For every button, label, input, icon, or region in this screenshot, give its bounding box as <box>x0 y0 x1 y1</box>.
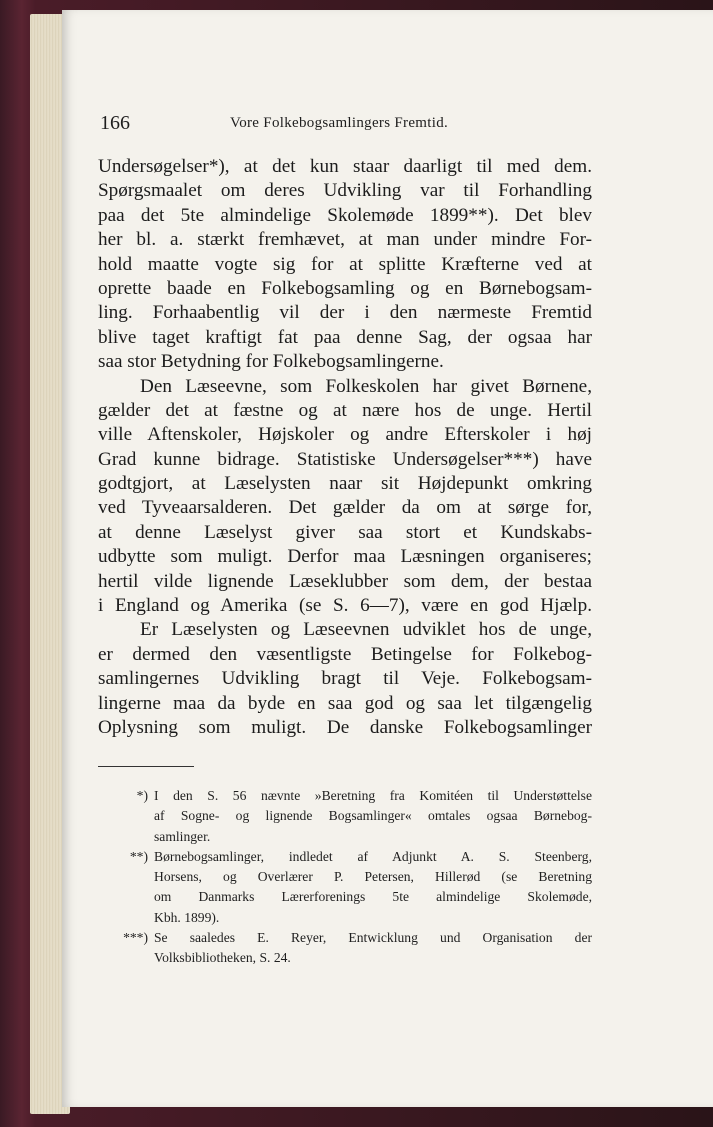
text-line: Den Læseevne, som Folkeskolen har givet Børnene, <box>140 375 592 397</box>
text-line: saa stor Betydning for Folkebogsamlingerne. <box>98 351 444 373</box>
footnote-3 <box>98 928 592 969</box>
text-line: oprette baade en Folkebogsamling og en Børnebogsam- <box>98 277 592 299</box>
text-line: godtgjort, at Læselysten naar sit Højdepunkt omkring <box>98 473 592 495</box>
text-line: Oplysning som muligt. De danske Folkebogsamlinger <box>98 716 592 738</box>
page-header <box>100 112 560 136</box>
text-line: at denne Læselyst giver saa stort et Kundskabs- <box>98 521 592 543</box>
footnote-line: Se saaledes E. Reyer, Entwicklung und Organisation der <box>154 930 592 946</box>
footnote-text <box>154 928 592 969</box>
footnotes <box>98 786 592 969</box>
text-line: Spørgsmaalet om deres Udvikling var til Forhandling <box>98 180 592 202</box>
text-line: blive taget kraftigt fat paa denne Sag, der ogsaa har <box>98 326 592 348</box>
footnote-line: om Danmarks Lærerforenings 5te almindelige Skolemøde, <box>154 889 592 905</box>
footnote-mark: ***) <box>123 930 148 946</box>
page-number: 166 <box>100 112 130 134</box>
body-text <box>98 155 592 740</box>
text-line: hold maatte vogte sig for at splitte Kræfterne ved at <box>98 253 592 275</box>
footnote-1 <box>98 786 592 847</box>
text-line: i England og Amerika (se S. 6—7), være en god Hjælp. <box>98 595 592 617</box>
text-line: ville Aftenskoler, Højskoler og andre Efterskoler i høj <box>98 424 592 446</box>
footnote-line: Børnebogsamlinger, indledet af Adjunkt A. S. Steenberg, <box>154 848 592 864</box>
footnote-line: af Sogne- og lignende Bogsamlinger« omtales ogsaa Børnebog- <box>154 808 592 824</box>
text-line: ved Tyveaarsalderen. Det gælder da om at sørge for, <box>98 497 592 519</box>
footnote-line: Volksbibliotheken, S. 24. <box>154 950 291 966</box>
text-line: lingerne maa da byde en saa god og saa let tilgængelig <box>98 692 592 714</box>
text-line: ling. Forhaabentlig vil der i den nærmeste Fremtid <box>98 302 592 324</box>
running-title: Vore Folkebogsamlingers Fremtid. <box>230 115 449 131</box>
text-line: hertil vilde lignende Læseklubber som dem, der bestaa <box>98 570 592 592</box>
text-line: udbytte som muligt. Derfor maa Læsningen organiseres; <box>98 546 592 568</box>
footnote-line: samlinger. <box>154 828 211 844</box>
text-line: Grad kunne bidrage. Statistiske Undersøgelser***) have <box>98 448 592 470</box>
footnote-line: Horsens, og Overlærer P. Petersen, Hillerød (se Beretning <box>154 869 592 885</box>
footnote-divider <box>98 766 194 767</box>
footnote-mark: **) <box>129 848 148 864</box>
text-line: paa det 5te almindelige Skolemøde 1899**). Det blev <box>98 204 592 226</box>
footnote-mark: *) <box>136 788 148 803</box>
text-line: her bl. a. stærkt fremhævet, at man under mindre For- <box>98 229 592 251</box>
text-line: Undersøgelser*), at det kun staar daarligt til med dem. <box>98 156 592 177</box>
text-line: samlingernes Udvikling bragt til Veje. Folkebogsam- <box>98 668 592 690</box>
footnote-line: I den S. 56 nævnte »Beretning fra Komitéen til Understøttelse <box>154 788 592 803</box>
text-line: er dermed den væsentligste Betingelse for Folkebog- <box>98 643 592 665</box>
text-line: Er Læselysten og Læseevnen udviklet hos de unge, <box>140 619 592 641</box>
footnote-text <box>154 847 592 928</box>
footnote-text <box>154 786 592 847</box>
footnote-2 <box>98 847 592 928</box>
footnote-line: Kbh. 1899). <box>154 909 220 925</box>
text-line: gælder det at fæstne og at nære hos de unge. Hertil <box>98 399 592 421</box>
